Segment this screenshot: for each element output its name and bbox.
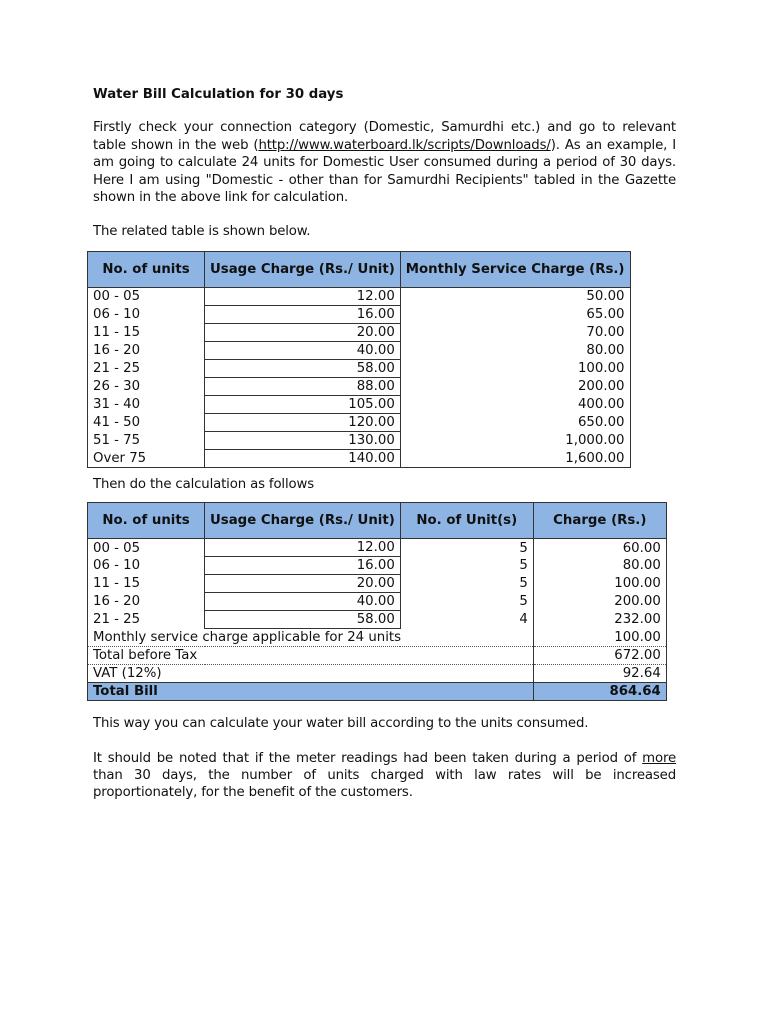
calc-summary-label: VAT (12%) (88, 665, 534, 683)
calc-header-row (88, 503, 667, 539)
closing-emphasis: more (642, 750, 676, 766)
calc-summary-row (88, 629, 667, 647)
rates-cell-service: 650.00 (400, 413, 630, 431)
rates-row (88, 359, 631, 377)
rates-cell-service: 80.00 (400, 341, 630, 359)
rates-cell-service: 70.00 (400, 323, 630, 341)
rates-cell-usage: 130.00 (205, 431, 401, 449)
calc-total-value: 864.64 (533, 683, 666, 701)
rates-header-service: Monthly Service Charge (Rs.) (400, 251, 630, 287)
rates-cell-service: 1,000.00 (400, 431, 630, 449)
calc-cell-charge: 80.00 (533, 557, 666, 575)
rates-cell-units: 31 - 40 (88, 395, 205, 413)
rates-cell-usage: 140.00 (205, 449, 401, 467)
calc-cell-count: 5 (519, 594, 528, 610)
calc-summary-value: 100.00 (533, 629, 666, 647)
calc-cell-units: 16 - 20 (88, 593, 205, 611)
calc-summary-value: 672.00 (533, 647, 666, 665)
calc-cell-count: 5 (519, 540, 528, 556)
rates-row (88, 449, 631, 467)
calc-row (88, 575, 667, 593)
rates-cell-units: 26 - 30 (88, 377, 205, 395)
calc-summary-row (88, 665, 667, 683)
calc-cell-charge: 232.00 (533, 611, 666, 629)
rates-row (88, 287, 631, 305)
calc-cell-usage: 20.00 (205, 575, 401, 593)
calc-cell-charge: 60.00 (533, 539, 666, 557)
calc-cell-usage: 12.00 (205, 539, 401, 557)
calc-row (88, 557, 667, 575)
related-table-text: The related table is shown below. (93, 224, 311, 240)
calc-cell-count: 5 (519, 558, 528, 574)
intro-text-after-link: ). As an example, I am going to calculate 24 units for Domestic User consumed during a period of 30 days. Here I am using "Domestic - other than for Samurdhi Recipients" tabled in the Gazette shown in the above link for calculation. (93, 137, 676, 206)
calc-intro-text: Then do the calculation as follows (93, 476, 315, 492)
rates-row (88, 377, 631, 395)
rates-row (88, 341, 631, 359)
rates-cell-usage: 120.00 (205, 413, 401, 431)
closing-paragraph-1: This way you can calculate your water bill according to the units consumed. (93, 716, 589, 732)
rates-cell-units: 41 - 50 (88, 413, 205, 431)
calc-cell-units: 06 - 10 (88, 557, 205, 575)
intro-paragraph (93, 119, 676, 206)
calc-table-body (88, 539, 667, 701)
calc-summary-value: 92.64 (533, 665, 666, 683)
calc-header-usage: Usage Charge (Rs./ Unit) (205, 503, 401, 539)
rates-row (88, 431, 631, 449)
rates-cell-service: 50.00 (400, 287, 630, 305)
rates-row (88, 305, 631, 323)
calc-summary-row (88, 647, 667, 665)
calc-cell-charge: 100.00 (533, 575, 666, 593)
intro-text-before-link: Firstly check your connection category (Domestic, Samurdhi etc.) and go to relevant table shown in the web ( (93, 120, 676, 153)
rates-cell-usage: 16.00 (205, 305, 401, 323)
rates-cell-units: 06 - 10 (88, 305, 205, 323)
calc-header-count: No. of Unit(s) (400, 503, 533, 539)
rates-table (87, 251, 631, 468)
rates-cell-service: 65.00 (400, 305, 630, 323)
rates-cell-usage: 12.00 (205, 287, 401, 305)
rates-cell-units: 00 - 05 (88, 287, 205, 305)
calc-cell-units: 00 - 05 (88, 539, 205, 557)
calc-cell-charge: 200.00 (533, 593, 666, 611)
rates-cell-usage: 40.00 (205, 341, 401, 359)
rates-cell-units: Over 75 (88, 449, 205, 467)
rates-cell-service: 1,600.00 (400, 449, 630, 467)
closing-paragraph-2 (93, 750, 676, 802)
rates-header-units: No. of units (88, 251, 205, 287)
calc-cell-units: 11 - 15 (88, 575, 205, 593)
rates-row (88, 413, 631, 431)
calc-header-charge: Charge (Rs.) (533, 503, 666, 539)
rates-header-row (88, 251, 631, 287)
rates-cell-usage: 105.00 (205, 395, 401, 413)
calc-total-label: Total Bill (88, 683, 534, 701)
calc-cell-usage: 58.00 (205, 611, 401, 629)
calc-cell-count: 5 (519, 576, 528, 592)
calc-total-row (88, 683, 667, 701)
rates-cell-units: 51 - 75 (88, 431, 205, 449)
calculation-table (87, 502, 667, 701)
rates-cell-usage: 88.00 (205, 377, 401, 395)
page-title: Water Bill Calculation for 30 days (93, 87, 344, 102)
calc-cell-count: 4 (519, 612, 528, 628)
calc-cell-usage: 40.00 (205, 593, 401, 611)
calc-summary-label: Monthly service charge applicable for 24 units (88, 629, 534, 647)
rates-row (88, 395, 631, 413)
closing-text-before: It should be noted that if the meter readings had been taken during a period of (93, 750, 643, 766)
calc-header-units: No. of units (88, 503, 205, 539)
rates-table-body (88, 287, 631, 467)
calc-row (88, 539, 667, 557)
downloads-link[interactable]: http://www.waterboard.lk/scripts/Downloads/ (258, 137, 551, 153)
rates-cell-service: 100.00 (400, 359, 630, 377)
calc-cell-units: 21 - 25 (88, 611, 205, 629)
calc-row (88, 593, 667, 611)
rates-cell-units: 11 - 15 (88, 323, 205, 341)
calc-cell-usage: 16.00 (205, 557, 401, 575)
rates-cell-service: 400.00 (400, 395, 630, 413)
rates-cell-units: 21 - 25 (88, 359, 205, 377)
rates-cell-usage: 58.00 (205, 359, 401, 377)
calc-row (88, 611, 667, 629)
closing-text-after: than 30 days, the number of units charged with law rates will be increased proportionately, for the benefit of the customers. (93, 768, 676, 801)
rates-cell-units: 16 - 20 (88, 341, 205, 359)
rates-header-usage: Usage Charge (Rs./ Unit) (205, 251, 401, 287)
document-page (93, 86, 676, 802)
rates-cell-usage: 20.00 (205, 323, 401, 341)
rates-row (88, 323, 631, 341)
calc-summary-label: Total before Tax (88, 647, 534, 665)
rates-cell-service: 200.00 (400, 377, 630, 395)
